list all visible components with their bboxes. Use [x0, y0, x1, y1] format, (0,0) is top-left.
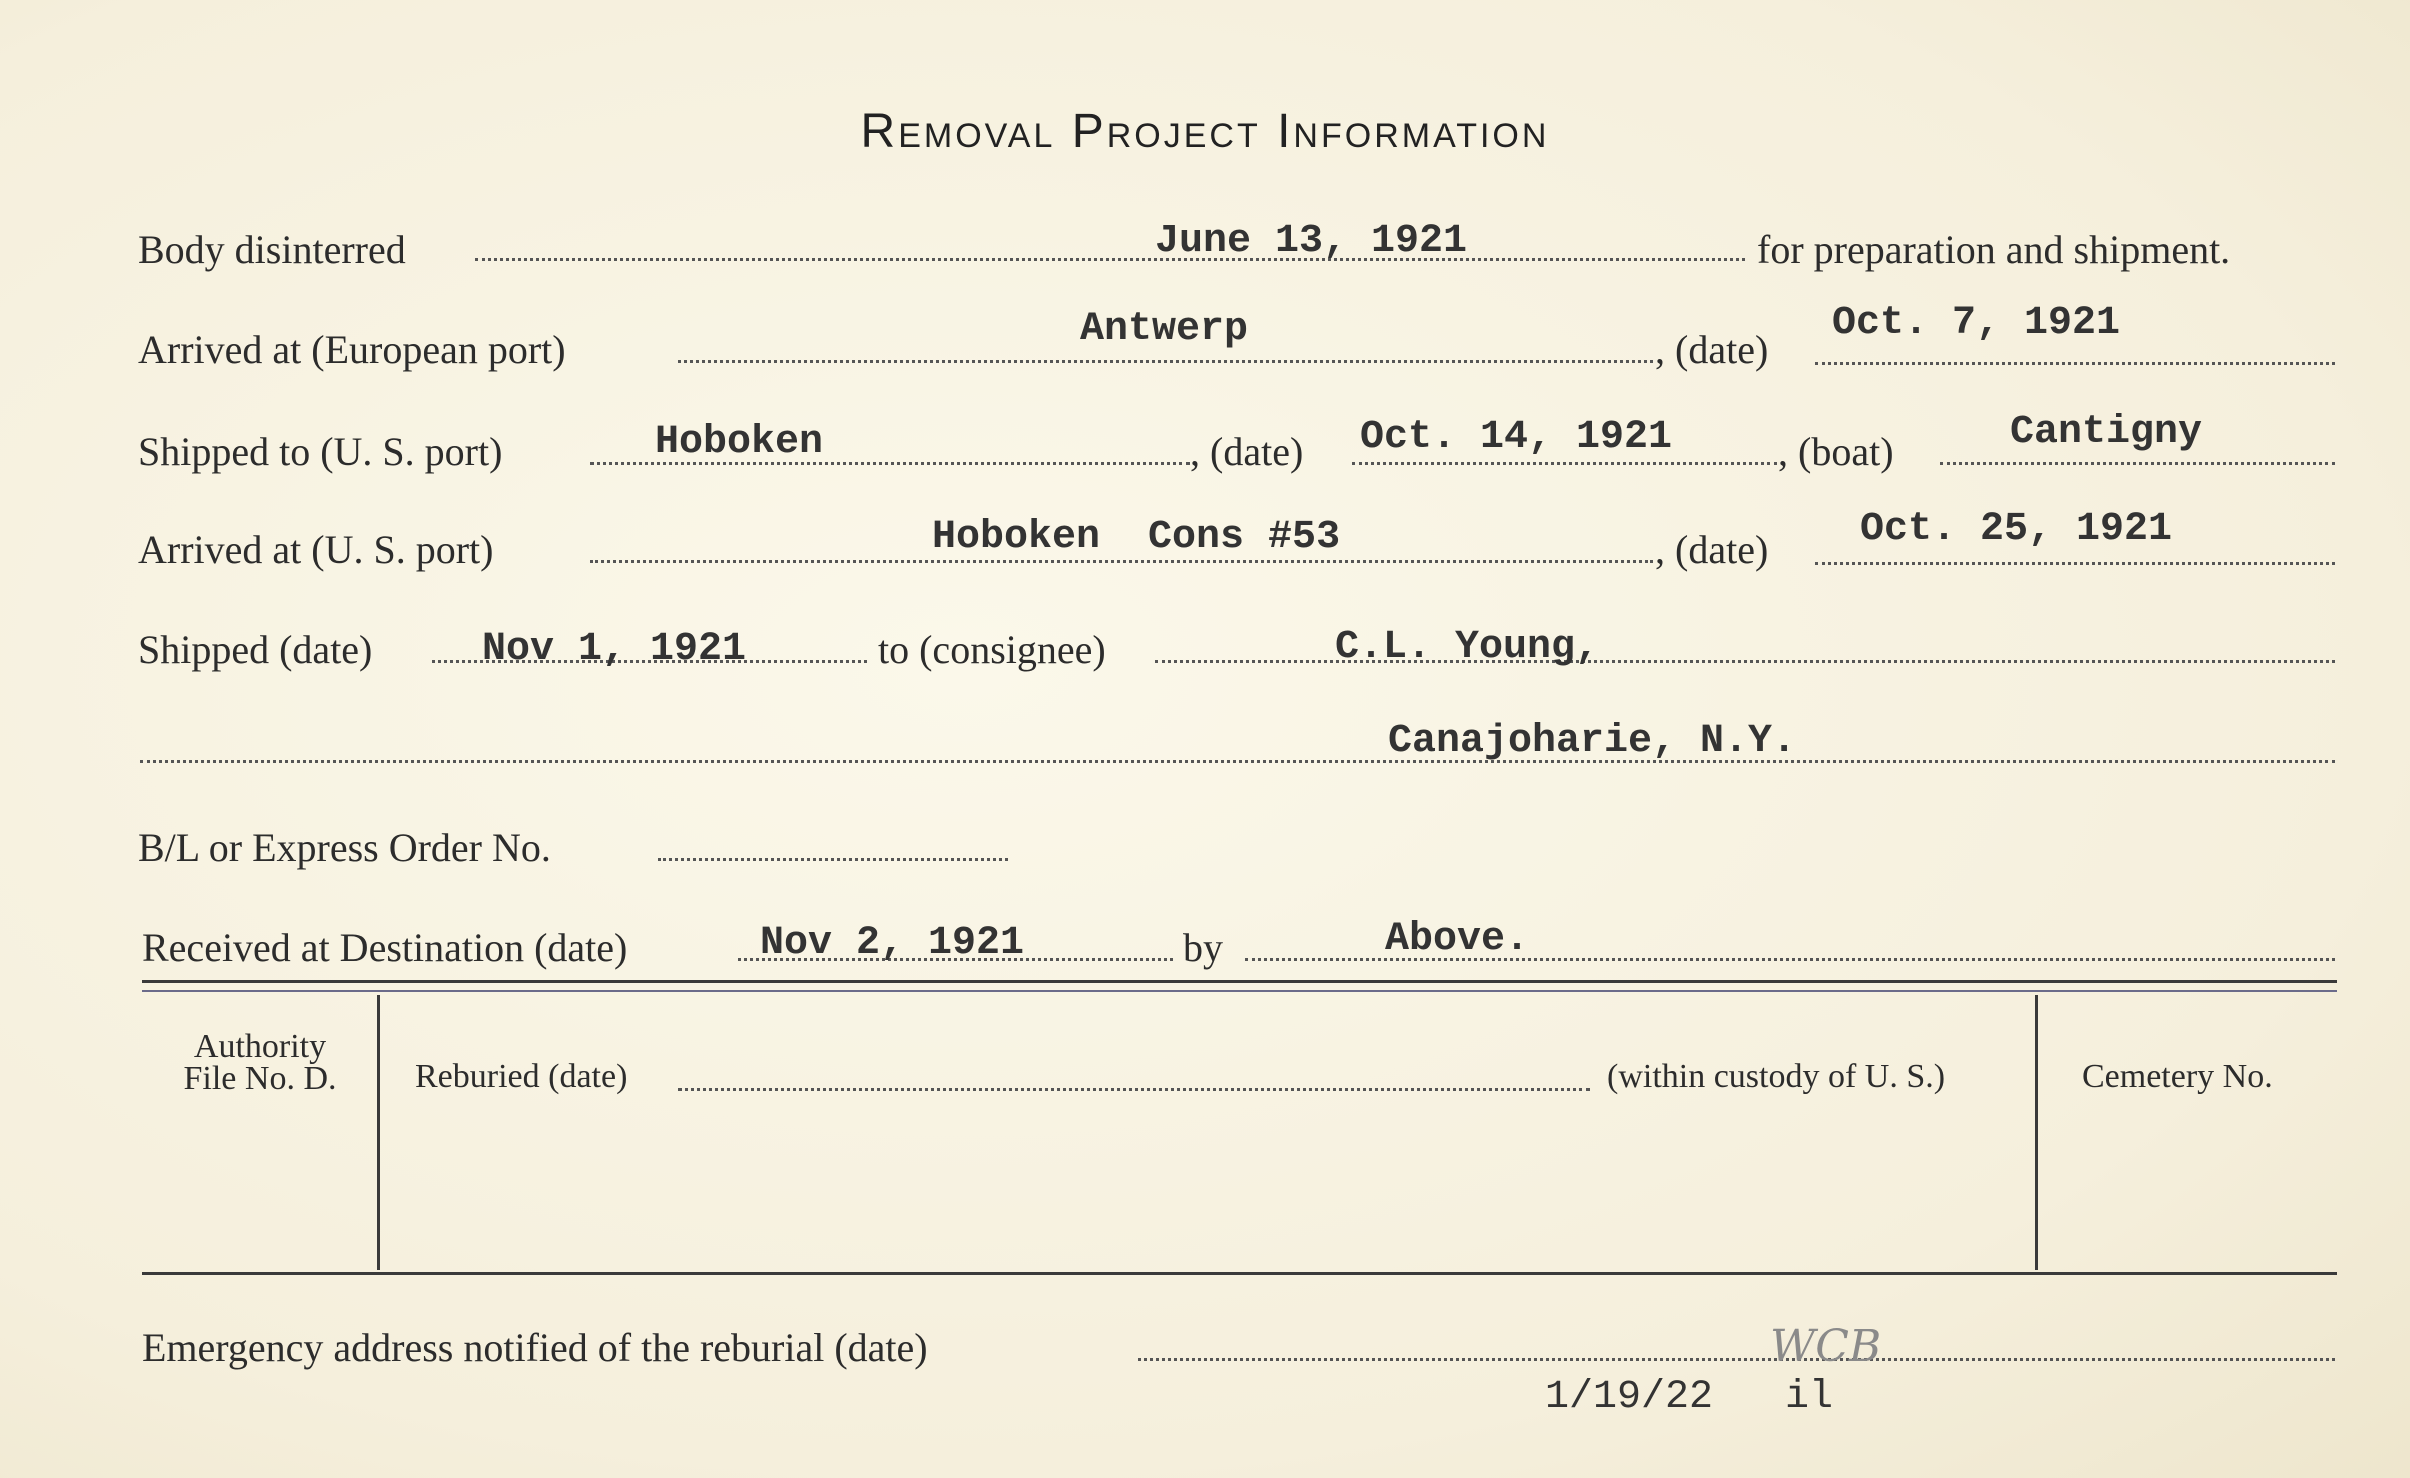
- bl-line: [658, 858, 1008, 861]
- consignee-address: Canajoharie, N.Y.: [1388, 719, 1797, 764]
- arrived-european-date: Oct. 7, 1921: [1832, 301, 2121, 346]
- consignee-line: [1155, 660, 2335, 663]
- authority-label-line2: File No. D.: [183, 1060, 337, 1097]
- reburied-label: Reburied (date): [415, 1058, 628, 1095]
- by-value: Above.: [1385, 917, 1530, 962]
- form-title: Removal Project Information: [860, 105, 1550, 158]
- arrived-european-value: Antwerp: [1080, 307, 1249, 352]
- body-disinterred-line: [475, 258, 1745, 261]
- shipped-us-date-label: , (date): [1190, 429, 1304, 474]
- arrived-european-date-label: , (date): [1655, 327, 1769, 372]
- arrived-us-date-line: [1815, 562, 2335, 565]
- received-label: Received at Destination (date): [142, 925, 628, 970]
- shipped-us-date: Oct. 14, 1921: [1360, 415, 1673, 460]
- emergency-value: 1/19/22 il: [1545, 1375, 1834, 1420]
- boat-label: , (boat): [1778, 429, 1894, 474]
- arrived-us-value: Hoboken Cons #53: [932, 515, 1341, 560]
- emergency-line: [1138, 1358, 2335, 1361]
- cemetery-label: Cemetery No.: [2082, 1058, 2273, 1095]
- received-value: Nov 2, 1921: [760, 921, 1025, 966]
- emergency-label: Emergency address notified of the reburial (date): [142, 1325, 928, 1370]
- arrived-us-line: [590, 560, 1653, 563]
- consignee-value: C.L. Young,: [1335, 625, 1600, 670]
- arrived-us-label: Arrived at (U. S. port): [138, 527, 494, 572]
- shipped-date-label: Shipped (date): [138, 627, 373, 672]
- handwritten-initials: WCB: [1770, 1321, 1882, 1372]
- body-disinterred-label: Body disinterred: [138, 227, 406, 272]
- table-top-rule: [142, 980, 2337, 983]
- table-divider-left: [377, 995, 380, 1270]
- arrived-us-date: Oct. 25, 1921: [1860, 507, 2173, 552]
- arrived-european-date-line: [1815, 362, 2335, 365]
- by-label: by: [1183, 925, 1223, 970]
- boat-line: [1940, 462, 2335, 465]
- table-divider-right: [2035, 995, 2038, 1270]
- arrived-european-label: Arrived at (European port): [138, 327, 566, 372]
- shipped-us-value: Hoboken: [655, 420, 824, 465]
- shipped-date-value: Nov 1, 1921: [482, 627, 747, 672]
- body-disinterred-value: June 13, 1921: [1155, 219, 1468, 264]
- arrived-european-line: [678, 360, 1653, 363]
- shipped-us-label: Shipped to (U. S. port): [138, 429, 503, 474]
- authority-label-line1: Authority: [193, 1028, 327, 1065]
- table-top-rule-secondary: [142, 990, 2337, 992]
- consignee-label: to (consignee): [878, 627, 1106, 672]
- custody-label: (within custody of U. S.): [1607, 1058, 1946, 1095]
- reburied-line: [678, 1088, 1590, 1091]
- body-disinterred-suffix: for preparation and shipment.: [1757, 227, 2231, 272]
- bl-label: B/L or Express Order No.: [138, 825, 551, 870]
- shipped-us-date-line: [1352, 462, 1777, 465]
- table-bottom-rule: [142, 1272, 2337, 1275]
- consignee-address-line: [140, 760, 2335, 763]
- arrived-us-date-label: , (date): [1655, 527, 1769, 572]
- boat-value: Cantigny: [2010, 410, 2203, 455]
